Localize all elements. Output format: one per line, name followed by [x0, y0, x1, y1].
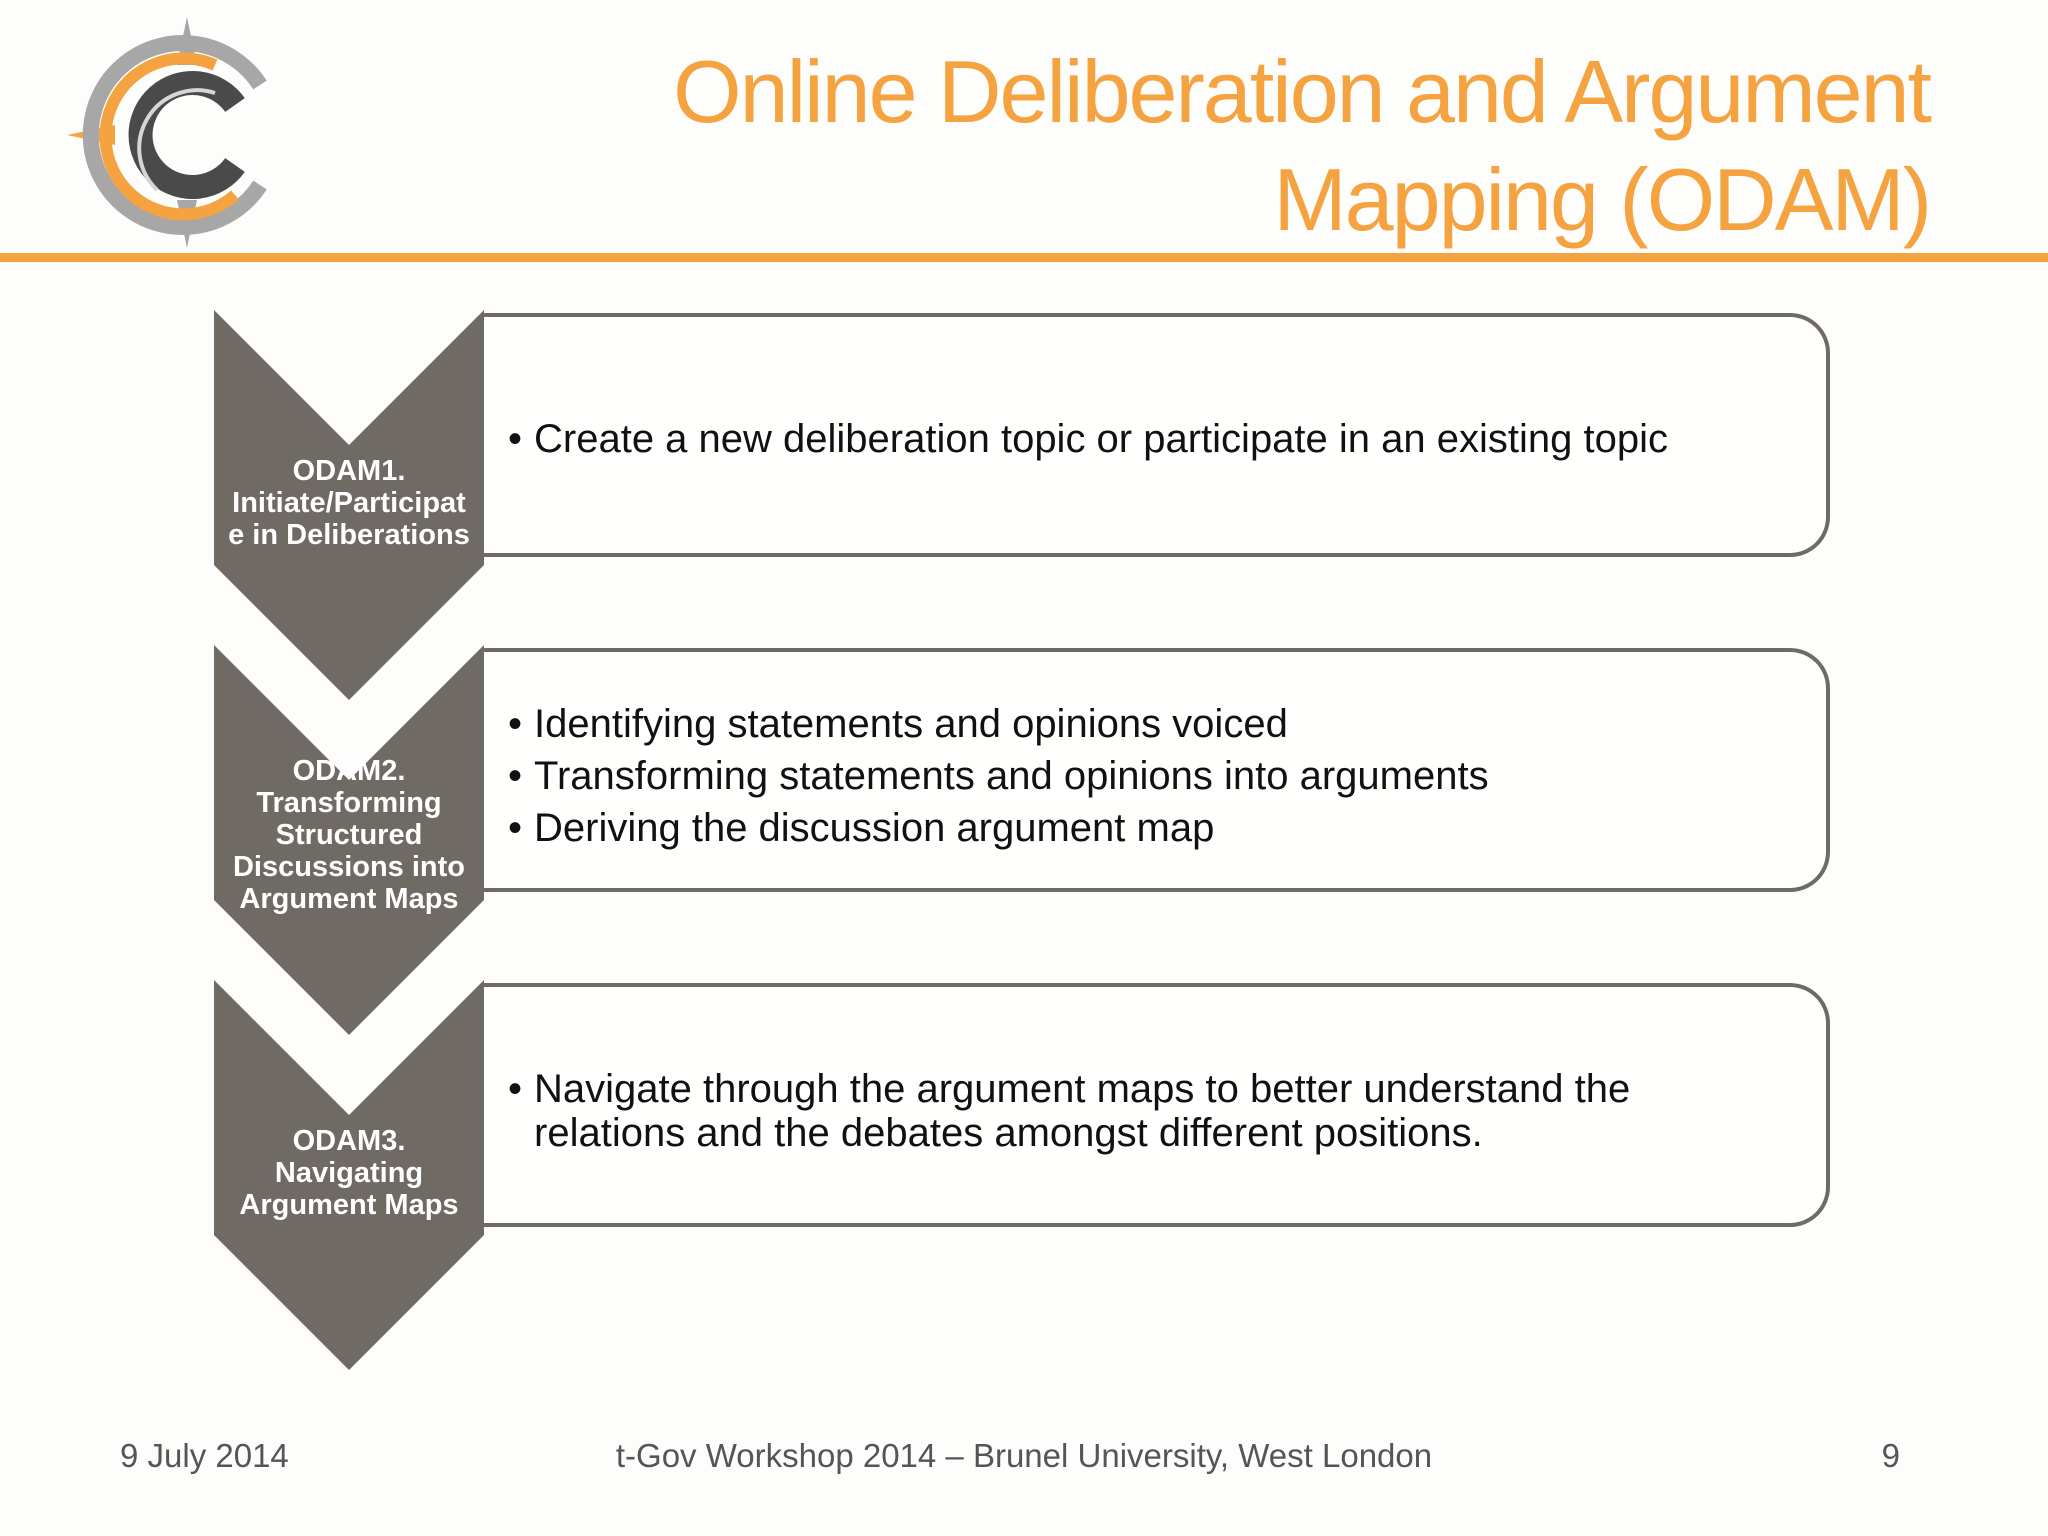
step-3-label-line-3: Argument Maps [239, 1189, 459, 1221]
step-1-label [214, 455, 484, 551]
step-2-box [484, 648, 1830, 892]
step-3-label-line-1: ODAM3. [292, 1125, 406, 1157]
step-3-chevron [214, 980, 484, 1370]
step-3-label [214, 1125, 484, 1221]
title-divider [0, 253, 2048, 262]
step-1-label-line-2: Initiate/Participat [232, 487, 466, 519]
footer-date: 9 July 2014 [120, 1437, 289, 1474]
step-2-label-line-5: Argument Maps [239, 883, 459, 915]
step-3-label-line-2: Navigating [274, 1157, 424, 1189]
c-compass-logo-icon [65, 15, 280, 250]
step-2-label-line-1: ODAM2. [292, 755, 406, 787]
step-2-bullet-3: • Deriving the discussion argument map [508, 802, 1786, 854]
step-3-bullet-1: • Navigate through the argument maps to better understand the relations and the debates amongst different positions. [508, 1067, 1786, 1155]
footer-event: t-Gov Workshop 2014 – Brunel University, West London [615, 1437, 1433, 1474]
step-1-box [484, 313, 1830, 557]
step-2-bullet-2: • Transforming statements and opinions into arguments [508, 750, 1786, 802]
step-2-chevron [214, 645, 484, 1035]
slide-title-line-1: Online Deliberation and Argument [673, 42, 1930, 141]
step-3-bullets [508, 1067, 1786, 1155]
step-2-label [214, 755, 484, 915]
slide-title-line-2: Mapping (ODAM) [1273, 150, 1930, 249]
slide-title [630, 38, 1930, 254]
step-2-label-line-2: Transforming [256, 787, 442, 819]
step-1-bullet-1: • Create a new deliberation topic or participate in an existing topic [508, 413, 1786, 465]
step-1-chevron [214, 310, 484, 700]
step-2-bullet-1: • Identifying statements and opinions voiced [508, 698, 1786, 750]
step-2-label-line-4: Discussions into [232, 851, 466, 883]
step-1-bullets [508, 413, 1786, 465]
step-2-bullets [508, 698, 1786, 854]
step-1-label-line-1: ODAM1. [292, 455, 406, 487]
step-3-box [484, 983, 1830, 1227]
page-number: 9 [1881, 1437, 1900, 1474]
step-1-label-line-3: e in Deliberations [228, 519, 470, 551]
step-2-label-line-3: Structured [275, 819, 423, 851]
